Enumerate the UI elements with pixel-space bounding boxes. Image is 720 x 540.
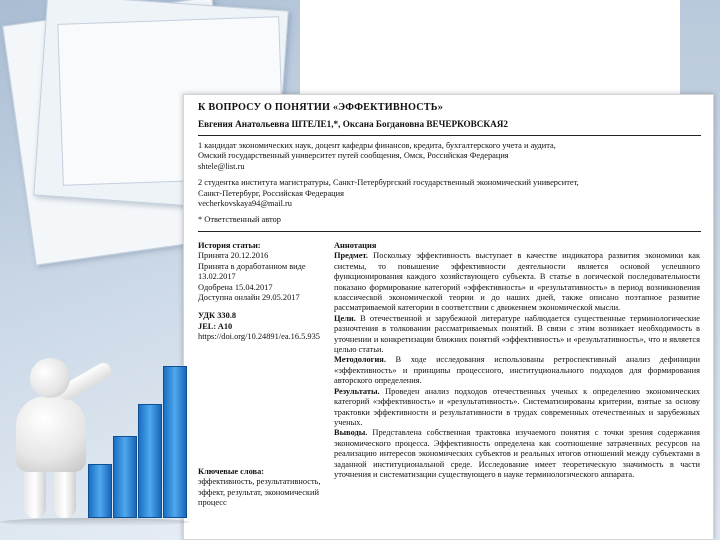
figure-head [30, 358, 70, 398]
presenter-figure [0, 318, 190, 540]
doi-link[interactable]: https://doi.org/10.24891/ea.16.5.935 [198, 332, 320, 342]
affiliation-line: 2 студентка института магистратуры, Санкт-Петербургский государственный экономический университет, [198, 178, 579, 188]
affiliation-line: Санкт-Петербург, Российская Федерация [198, 188, 345, 198]
author-email: vecherkovskaya94@mail.ru [198, 199, 292, 209]
abstract-results-label: Результаты. [334, 386, 380, 396]
figure-body [16, 396, 86, 472]
chart-bar-icon [163, 366, 187, 518]
history-line: Доступна онлайн 29.05.2017 [198, 293, 300, 303]
figure-shadow [0, 518, 190, 526]
abstract-goals-label: Цели. [334, 313, 356, 323]
article-page [183, 94, 714, 540]
chart-bar-icon [138, 404, 162, 518]
corresponding-author-note: * Ответственный автор [198, 215, 281, 225]
article-authors: Евгения Анатольевна ШТЕЛЕ1,*, Оксана Богдановна ВЕЧЕРКОВСКАЯ2 [198, 119, 508, 129]
history-line: Одобрена 15.04.2017 [198, 282, 273, 292]
keywords-block [198, 467, 333, 509]
figure-leg [54, 466, 76, 518]
abstract-goals-text: В отечественной и зарубежной литературе наблюдается существенные терминологические разночтения в толковании рассматриваемых понятий. В связи с этим возникает необходимость в уточнении и конкретизации ближних понятий «эффективность» и «результативность», что и является целью статьи. [334, 313, 700, 355]
udc-code: УДК 330.8 [198, 311, 237, 321]
abstract-method-label: Методология. [334, 355, 386, 365]
chart-bar-icon [113, 436, 137, 518]
abstract-method-text: В ходе исследования использованы ретроспективный анализ дефиниции «эффективность» и принципы процессного, институционального подходов для формирования авторского определения. [334, 355, 701, 386]
history-line: Принята в доработанном виде 13.02.2017 [198, 261, 306, 282]
abstract-method [334, 355, 700, 386]
abstract-subject [334, 251, 700, 313]
figure-leg [24, 466, 46, 518]
abstract-results-text: Проведен анализ подходов отечественных ученых к определению экономических категорий «эффективность» и «результативность». Систематизированы критерии, взятые за основу трактовки эффективности и результативности в трудах современных отечественных и зарубежных ученых. [334, 386, 700, 427]
divider [198, 135, 701, 136]
abstract-subject-label: Предмет. [334, 251, 369, 261]
affiliation-line: 1 кандидат экономических наук, доцент кафедры финансов, кредита, бухгалтерского учета и аудита, [198, 141, 556, 150]
abstract-block [334, 241, 700, 480]
keywords-text: эффективность, результативность, эффект, результат, экономический процесс [198, 477, 321, 508]
affiliations-block [198, 141, 698, 226]
jel-code: JEL: A10 [198, 321, 233, 331]
abstract-subject-text: Поскольку эффективность выступает в качестве индикатора развития экономики как системы, то повышение эффективности деятельности является основой успешного функционирования каждого хозяйствующего субъекта. В статье в логической последовательности показано формирование категорий «эффективность» и «результативность» в период возникновения классической экономической теории и до наших дней, также описано поэтапное развитие рассматриваемой категории в соответствии с движением экономической мысли. [334, 251, 701, 313]
author-email: shtele@list.ru [198, 161, 245, 171]
abstract-conclusions-label: Выводы. [334, 428, 368, 438]
chart-bar-icon [88, 464, 112, 518]
history-line: Принята 20.12.2016 [198, 251, 269, 261]
abstract-goals [334, 314, 700, 356]
abstract-results [334, 387, 700, 429]
abstract-conclusions [334, 428, 700, 480]
abstract-heading: Аннотация [334, 241, 377, 250]
history-heading: История статьи: [198, 241, 261, 250]
divider [198, 231, 701, 232]
affiliation-line: Омский государственный университет путей сообщения, Омск, Российская Федерация [198, 151, 509, 161]
article-history [198, 241, 333, 343]
article-title: К ВОПРОСУ О ПОНЯТИИ «ЭФФЕКТИВНОСТЬ» [198, 102, 444, 113]
abstract-conclusions-text: Представлена собственная трактовка изучаемого понятия с точки зрения содержания экономического процесса. Эффективность определена как соотношение затраченных ресурсов на реализацию интересов экономических субъектов и реальных итогов отношений между субъектами в заданной институциональной среде. Исследование имеет теоретическую значимость в части уточнения и систематизации существующего в науке терминологического аппарата. [334, 428, 700, 479]
keywords-heading: Ключевые слова: [198, 467, 265, 476]
